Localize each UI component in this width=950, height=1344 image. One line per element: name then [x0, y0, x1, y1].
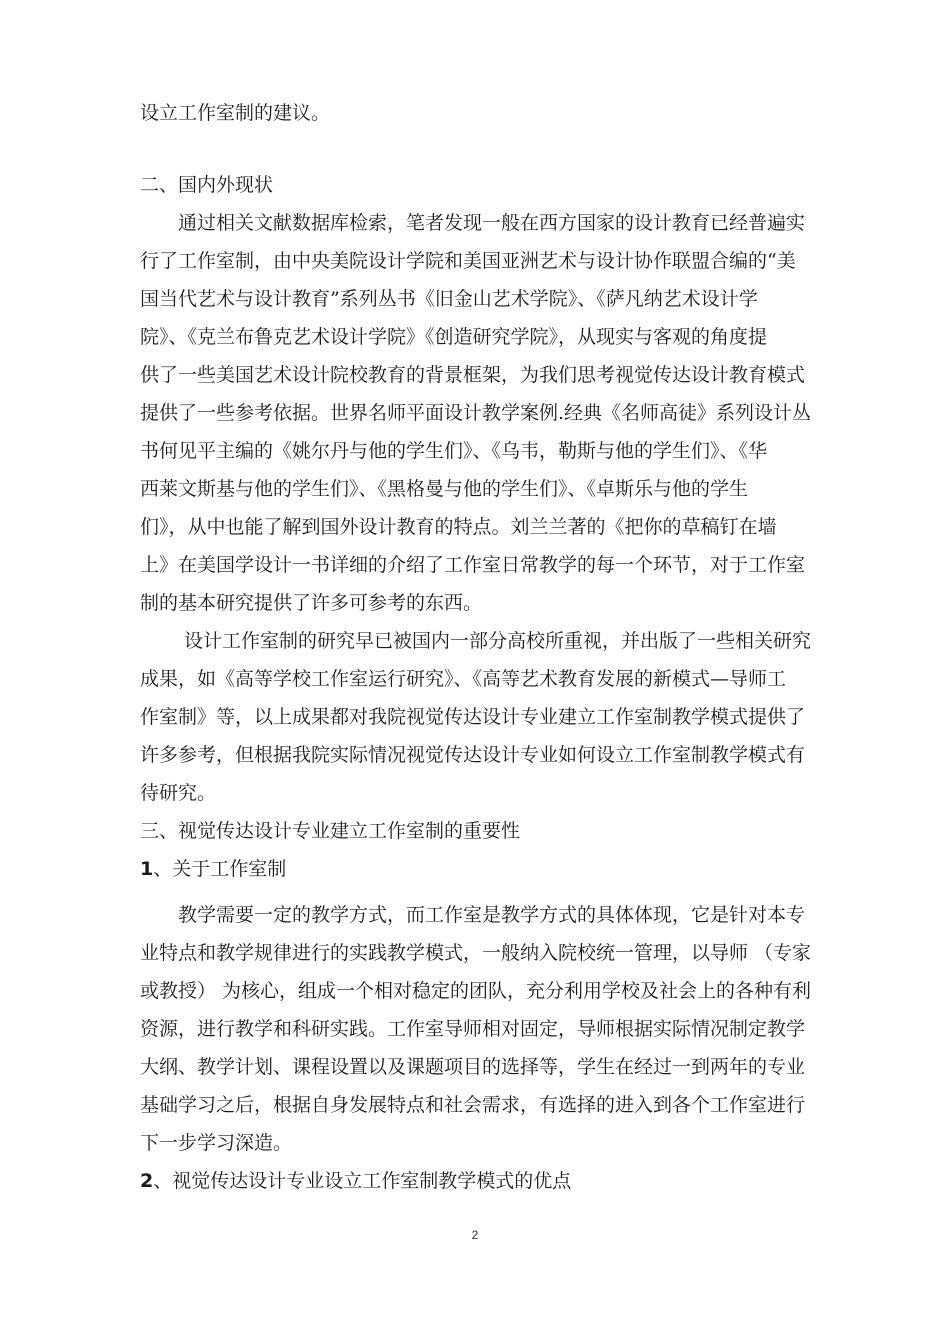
paragraph-line: 或教授） 为核心，组成一个相对稳定的团队，充分利用学校及社会上的各种有利	[140, 980, 812, 1002]
paragraph-line: 成果，如《高等学校工作室运行研究》、《高等艺术教育发展的新模式—导师工	[140, 668, 787, 690]
heading-text: 、视觉传达设计专业设立工作室制教学模式的优点	[153, 1170, 572, 1192]
paragraph-line: 待研究。	[140, 782, 217, 804]
paragraph-line: 制的基本研究提供了许多可参考的东西。	[140, 592, 483, 614]
paragraph-line: 提供了一些参考依据。世界名师平面设计教学案例.经典《名师高徒》系列设计丛	[140, 402, 812, 424]
section-heading: 三、视觉传达设计专业建立工作室制的重要性	[140, 820, 521, 842]
paragraph-line: 资源，进行教学和科研实践。工作室导师相对固定，导师根据实际情况制定教学	[140, 1018, 806, 1040]
paragraph-line: 作室制》等，以上成果都对我院视觉传达设计专业建立工作室制教学模式提供了	[140, 706, 806, 728]
paragraph-line: 基础学习之后，根据自身发展特点和社会需求，有选择的进入到各个工作室进行	[140, 1094, 806, 1116]
paragraph-line: 书何见平主编的《姚尔丹与他的学生们》、《乌韦，勒斯与他的学生们》、《华	[140, 440, 768, 462]
paragraph-line: 通过相关文献数据库检索，笔者发现一般在西方国家的设计教育已经普遍实	[178, 212, 806, 234]
paragraph-line: 国当代艺术与设计教育”系列丛书《旧金山艺术学院》、《萨凡纳艺术设计学	[140, 288, 758, 310]
paragraph-line: 上》在美国学设计一书详细的介绍了工作室日常教学的每一个环节，对于工作室	[140, 554, 806, 576]
paragraph-line: 设计工作室制的研究早已被国内一部分高校所重视，并出版了一些相关研究	[184, 630, 812, 652]
section-heading: 二、国内外现状	[140, 174, 274, 196]
paragraph-line: 供了一些美国艺术设计院校教育的背景框架，为我们思考视觉传达设计教育模式	[140, 364, 806, 386]
subsection-heading	[140, 860, 830, 879]
paragraph-line: 教学需要一定的教学方式，而工作室是教学方式的具体体现，它是针对本专	[178, 904, 806, 926]
paragraph-line: 许多参考，但根据我院实际情况视觉传达设计专业如何设立工作室制教学模式有	[140, 744, 806, 766]
paragraph-line: 大纲、教学计划、课程设置以及课题项目的选择等，学生在经过一到两年的专业	[140, 1056, 806, 1078]
heading-number: 1	[140, 858, 154, 880]
paragraph-line: 们》，从中也能了解到国外设计教育的特点。刘兰兰著的《把你的草稿钉在墙	[140, 516, 777, 538]
subsection-heading	[140, 1172, 830, 1191]
paragraph-line: 行了工作室制，由中央美院设计学院和美国亚洲艺术与设计协作联盟合编的“美	[140, 250, 796, 272]
paragraph-line: 设立工作室制的建议。	[140, 102, 331, 124]
paragraph-line: 西莱文斯基与他的学生们》、《黑格曼与他的学生们》、《卓斯乐与他的学生	[140, 478, 749, 500]
heading-text: 、关于工作室制	[153, 858, 287, 880]
paragraph-line: 下一步学习深造。	[140, 1132, 293, 1154]
paragraph-line: 业特点和教学规律进行的实践教学模式，一般纳入院校统一管理，以导师 （专家	[140, 942, 812, 964]
heading-number: 2	[140, 1170, 154, 1192]
paragraph-line: 院》、《克兰布鲁克艺术设计学院》《创造研究学院》，从现实与客观的角度提	[140, 326, 768, 348]
page-number: 2	[471, 1228, 479, 1242]
